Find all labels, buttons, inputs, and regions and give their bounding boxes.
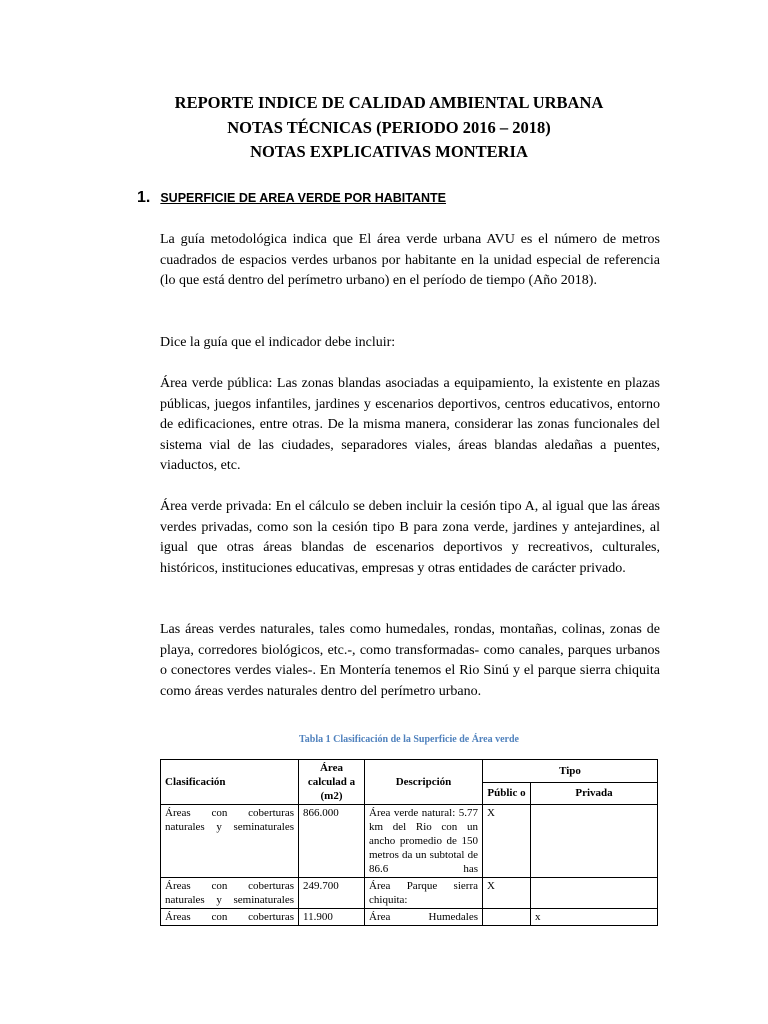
paragraph: Área verde pública: Las zonas blandas asociadas a equipamiento, la existente en plazas públicas, juegos infantiles, jardines y escenarios deportivos, centros educativos, entorno de edificaciones, entre otras. De la misma manera, considerar las zonas funcionales del sistema vial de las ciudades, separadores viales, áreas blandas aledañas a puentes, viaductos, etc. (160, 376, 660, 473)
table-row (161, 805, 658, 878)
cell-descripcion: Área verde natural: 5.77 km del Rio con un ancho promedio de 150 metros da un subtotal de 86.6 has (365, 805, 483, 878)
cell-area: 249.700 (299, 878, 365, 909)
paragraph: Las áreas verdes naturales, tales como humedales, rondas, montañas, colinas, zonas de playa, corredores biológicos, etc.-, como transformadas- como canales, parques urbanos o conectores verdes viales-. En Montería tenemos el Rio Sinú y el parque sierra chiquita como áreas verdes naturales dentro del perímetro urbano. (160, 622, 660, 699)
area-table (160, 759, 658, 926)
table-row (161, 909, 658, 926)
paragraph: Área verde privada: En el cálculo se deben incluir la cesión tipo A, al igual que las áreas verdes privadas, como son la cesión tipo B para zona verde, jardines y antejardines, al igual que otras áreas blandas de escenarios deportivos y recreativos, culturales, históricos, instituciones educativas, empresas y otras entidades de carácter privado. (160, 499, 660, 576)
report-subtitle-2: NOTAS EXPLICATIVAS MONTERIA (250, 142, 528, 161)
cell-publico: X (483, 878, 531, 909)
section-title: SUPERFICIE DE AREA VERDE POR HABITANTE (160, 191, 447, 205)
paragraph: La guía metodológica indica que El área verde urbana AVU es el número de metros cuadrados de espacios verdes urbanos por habitante en la unidad especial de referencia (lo que está dentro del perímetro urbano) en el período de tiempo (Año 2018). (160, 232, 660, 288)
table-caption: Tabla 1 Clasificación de la Superficie de Área verde (299, 734, 519, 745)
report-title: REPORTE INDICE DE CALIDAD AMBIENTAL URBANA (174, 93, 604, 112)
cell-publico (483, 909, 531, 926)
cell-area: 11.900 (299, 909, 365, 926)
cell-clasificacion: Áreas con coberturas (161, 909, 299, 926)
cell-privada (531, 805, 658, 878)
cell-descripcion: Área Humedales (365, 909, 483, 926)
header-clasificacion: Clasificación (161, 760, 299, 805)
cell-descripcion: Área Parque sierra chiquita: (365, 878, 483, 909)
cell-privada: x (531, 909, 658, 926)
header-descripcion: Descripción (365, 760, 483, 805)
table-row (161, 878, 658, 909)
cell-clasificacion: Áreas con coberturas naturales y seminaturales (161, 878, 299, 909)
cell-publico: X (483, 805, 531, 878)
header-privada: Privada (531, 782, 658, 805)
table-header-row (161, 760, 658, 783)
cell-clasificacion: Áreas con coberturas naturales y seminaturales (161, 805, 299, 878)
header-tipo: Tipo (483, 760, 658, 783)
report-subtitle: NOTAS TÉCNICAS (PERIODO 2016 – 2018) (227, 118, 551, 137)
header-area: Área calculad a (m2) (299, 760, 365, 805)
section-number: 1. (137, 189, 151, 206)
section-heading (137, 189, 446, 207)
paragraph: Dice la guía que el indicador debe incluir: (160, 335, 396, 350)
header-publico: Públic o (483, 782, 531, 805)
cell-area: 866.000 (299, 805, 365, 878)
cell-privada (531, 878, 658, 909)
